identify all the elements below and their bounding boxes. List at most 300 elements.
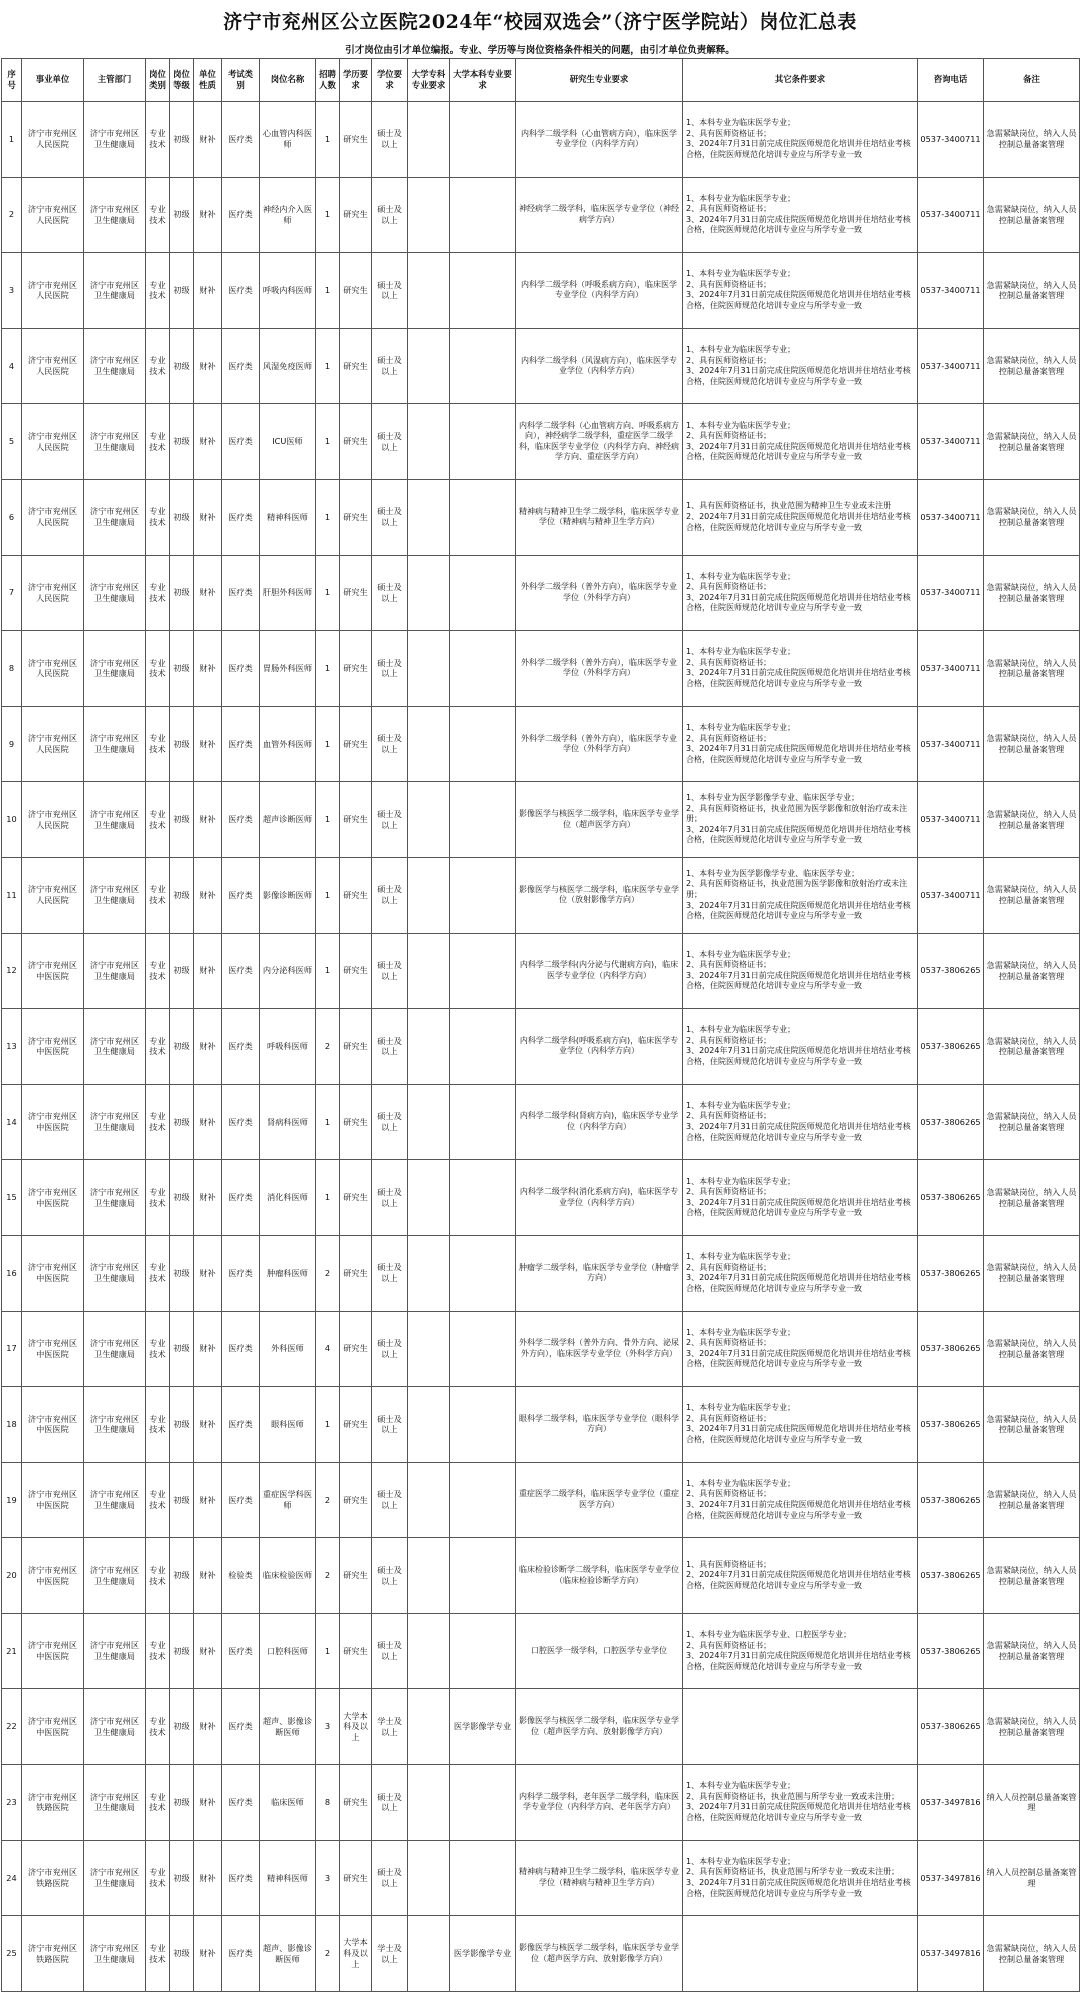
cell-junior-college-major — [408, 631, 450, 707]
cell-exam-category: 医疗类 — [222, 706, 260, 782]
cell-post-category: 专业技术 — [146, 479, 170, 555]
row-number: 4 — [2, 328, 22, 404]
cell-education: 研究生 — [340, 857, 372, 933]
cell-phone: 0537-3806265 — [918, 1538, 984, 1614]
cell-bachelor-major — [450, 1387, 516, 1463]
cell-headcount: 3 — [316, 1840, 340, 1916]
cell-unit: 济宁市兖州区中医医院 — [22, 1462, 84, 1538]
cell-headcount: 1 — [316, 1613, 340, 1689]
cell-phone: 0537-3400711 — [918, 328, 984, 404]
cell-unit: 济宁市兖州区中医医院 — [22, 1689, 84, 1765]
table-row — [2, 555, 1080, 631]
table-row — [2, 631, 1080, 707]
cell-other-requirements: 1、本科专业为临床医学专业、口腔医学专业； 2、具有医师资格证书； 3、2024年7月31日前完成住院医师规范化培训并住培结业考核合格，住院医师规范化培训专业应与所学专业一致 — [683, 1613, 918, 1689]
cell-degree: 硕士及以上 — [372, 1462, 408, 1538]
cell-junior-college-major — [408, 1613, 450, 1689]
cell-education: 研究生 — [340, 1009, 372, 1085]
cell-remarks: 急需紧缺岗位，纳入人员控制总量备案管理 — [984, 328, 1080, 404]
cell-post-category: 专业技术 — [146, 1689, 170, 1765]
cell-post-level: 初级 — [170, 328, 194, 404]
cell-headcount: 1 — [316, 479, 340, 555]
table-row — [2, 1462, 1080, 1538]
cell-other-requirements: 1、本科专业为临床医学专业； 2、具有医师资格证书； 3、2024年7月31日前完成住院医师规范化培训并住培结业考核合格，住院医师规范化培训专业应与所学专业一致 — [683, 1084, 918, 1160]
cell-post-category: 专业技术 — [146, 1916, 170, 1992]
column-header: 岗位类别 — [146, 59, 170, 102]
cell-post-level: 初级 — [170, 177, 194, 253]
row-number: 12 — [2, 933, 22, 1009]
cell-bachelor-major — [450, 1235, 516, 1311]
cell-exam-category: 医疗类 — [222, 1084, 260, 1160]
cell-post-level: 初级 — [170, 404, 194, 480]
cell-post-level: 初级 — [170, 1235, 194, 1311]
cell-unit: 济宁市兖州区人民医院 — [22, 706, 84, 782]
cell-department: 济宁市兖州区卫生健康局 — [84, 328, 146, 404]
row-number: 15 — [2, 1160, 22, 1236]
cell-exam-category: 医疗类 — [222, 782, 260, 858]
cell-junior-college-major — [408, 1311, 450, 1387]
cell-education: 研究生 — [340, 1160, 372, 1236]
cell-graduate-major: 口腔医学一级学科，口腔医学专业学位 — [516, 1613, 683, 1689]
cell-junior-college-major — [408, 706, 450, 782]
cell-headcount: 1 — [316, 706, 340, 782]
cell-headcount: 1 — [316, 1084, 340, 1160]
column-header: 岗位等级 — [170, 59, 194, 102]
cell-phone: 0537-3400711 — [918, 479, 984, 555]
cell-exam-category: 医疗类 — [222, 328, 260, 404]
cell-department: 济宁市兖州区卫生健康局 — [84, 1840, 146, 1916]
cell-unit-nature: 财补 — [194, 1462, 222, 1538]
cell-unit-nature: 财补 — [194, 555, 222, 631]
row-number: 3 — [2, 253, 22, 329]
cell-exam-category: 医疗类 — [222, 1462, 260, 1538]
cell-headcount: 2 — [316, 1009, 340, 1085]
cell-graduate-major: 影像医学与核医学二级学科，临床医学专业学位（超声医学方向、放射影像学方向） — [516, 1916, 683, 1992]
cell-post-category: 专业技术 — [146, 782, 170, 858]
row-number: 11 — [2, 857, 22, 933]
cell-post-name: 肾病科医师 — [260, 1084, 316, 1160]
cell-headcount: 1 — [316, 328, 340, 404]
table-row — [2, 1387, 1080, 1463]
cell-other-requirements: 1、本科专业为临床医学专业； 2、具有医师资格证书； 3、2024年7月31日前完成住院医师规范化培训并住培结业考核合格，住院医师规范化培训专业应与所学专业一致 — [683, 1387, 918, 1463]
column-header: 单位性质 — [194, 59, 222, 102]
cell-post-level: 初级 — [170, 1084, 194, 1160]
cell-other-requirements: 1、本科专业为临床医学专业； 2、具有医师资格证书； 3、2024年7月31日前完成住院医师规范化培训并住培结业考核合格，住院医师规范化培训专业应与所学专业一致 — [683, 177, 918, 253]
cell-post-category: 专业技术 — [146, 1311, 170, 1387]
cell-unit-nature: 财补 — [194, 782, 222, 858]
cell-unit-nature: 财补 — [194, 706, 222, 782]
cell-bachelor-major — [450, 253, 516, 329]
cell-unit: 济宁市兖州区人民医院 — [22, 102, 84, 178]
cell-graduate-major: 神经病学二级学科，临床医学专业学位（神经病学方向） — [516, 177, 683, 253]
cell-post-category: 专业技术 — [146, 631, 170, 707]
cell-post-level: 初级 — [170, 1689, 194, 1765]
row-number: 7 — [2, 555, 22, 631]
column-header: 招聘人数 — [316, 59, 340, 102]
cell-exam-category: 医疗类 — [222, 933, 260, 1009]
cell-degree: 学士及以上 — [372, 1916, 408, 1992]
cell-exam-category: 医疗类 — [222, 177, 260, 253]
cell-unit-nature: 财补 — [194, 1613, 222, 1689]
cell-unit-nature: 财补 — [194, 631, 222, 707]
table-row — [2, 328, 1080, 404]
cell-degree: 学士及以上 — [372, 1689, 408, 1765]
cell-post-category: 专业技术 — [146, 857, 170, 933]
cell-exam-category: 医疗类 — [222, 253, 260, 329]
cell-junior-college-major — [408, 555, 450, 631]
column-header: 学位要求 — [372, 59, 408, 102]
cell-unit-nature: 财补 — [194, 102, 222, 178]
cell-department: 济宁市兖州区卫生健康局 — [84, 1916, 146, 1992]
column-header: 其它条件要求 — [683, 59, 918, 102]
cell-junior-college-major — [408, 1538, 450, 1614]
cell-remarks: 急需紧缺岗位，纳入人员控制总量备案管理 — [984, 177, 1080, 253]
column-header: 咨询电话 — [918, 59, 984, 102]
table-row — [2, 1613, 1080, 1689]
cell-unit-nature: 财补 — [194, 1689, 222, 1765]
cell-post-category: 专业技术 — [146, 1462, 170, 1538]
cell-graduate-major: 内科学二级学科(内分泌与代谢病方向)，临床医学专业学位（内科学方向） — [516, 933, 683, 1009]
cell-bachelor-major: 医学影像学专业 — [450, 1689, 516, 1765]
cell-degree: 硕士及以上 — [372, 933, 408, 1009]
cell-junior-college-major — [408, 933, 450, 1009]
cell-headcount: 1 — [316, 782, 340, 858]
cell-unit-nature: 财补 — [194, 1235, 222, 1311]
cell-other-requirements: 1、本科专业为临床医学专业； 2、具有医师资格证书，执业范围与所学专业一致或未注册； 3、2024年7月31日前完成住院医师规范化培训并住培结业考核合格，住院医师规范化培训专业应与所学专业一致 — [683, 1840, 918, 1916]
column-header: 序号 — [2, 59, 22, 102]
cell-junior-college-major — [408, 479, 450, 555]
cell-education: 研究生 — [340, 1084, 372, 1160]
row-number: 10 — [2, 782, 22, 858]
cell-bachelor-major — [450, 1538, 516, 1614]
cell-post-name: ICU医师 — [260, 404, 316, 480]
cell-post-level: 初级 — [170, 631, 194, 707]
cell-post-category: 专业技术 — [146, 1765, 170, 1841]
cell-post-level: 初级 — [170, 782, 194, 858]
cell-headcount: 1 — [316, 102, 340, 178]
cell-phone: 0537-3806265 — [918, 1613, 984, 1689]
cell-post-category: 专业技术 — [146, 177, 170, 253]
cell-post-category: 专业技术 — [146, 1538, 170, 1614]
cell-post-category: 专业技术 — [146, 1160, 170, 1236]
cell-unit-nature: 财补 — [194, 253, 222, 329]
cell-junior-college-major — [408, 1462, 450, 1538]
cell-department: 济宁市兖州区卫生健康局 — [84, 479, 146, 555]
table-row — [2, 1916, 1080, 1992]
cell-department: 济宁市兖州区卫生健康局 — [84, 782, 146, 858]
cell-graduate-major: 重症医学二级学科，临床医学专业学位（重症医学方向） — [516, 1462, 683, 1538]
table-row — [2, 177, 1080, 253]
cell-other-requirements: 1、本科专业为临床医学专业； 2、具有医师资格证书； 3、2024年7月31日前完成住院医师规范化培训并住培结业考核合格，住院医师规范化培训专业应与所学专业一致 — [683, 933, 918, 1009]
cell-bachelor-major — [450, 1084, 516, 1160]
cell-post-name: 影像诊断医师 — [260, 857, 316, 933]
cell-remarks: 急需紧缺岗位，纳入人员控制总量备案管理 — [984, 933, 1080, 1009]
cell-remarks: 急需紧缺岗位，纳入人员控制总量备案管理 — [984, 404, 1080, 480]
cell-post-name: 外科医师 — [260, 1311, 316, 1387]
cell-junior-college-major — [408, 1160, 450, 1236]
cell-other-requirements: 1、本科专业为临床医学专业； 2、具有医师资格证书； 3、2024年7月31日前完成住院医师规范化培训并住培结业考核合格，住院医师规范化培训专业应与所学专业一致 — [683, 1462, 918, 1538]
cell-post-level: 初级 — [170, 933, 194, 1009]
cell-post-category: 专业技术 — [146, 1613, 170, 1689]
cell-unit: 济宁市兖州区铁路医院 — [22, 1916, 84, 1992]
cell-bachelor-major — [450, 479, 516, 555]
cell-graduate-major: 内科学二级学科(肾病方向)，临床医学专业学位（内科学方向） — [516, 1084, 683, 1160]
row-number: 23 — [2, 1765, 22, 1841]
table-row — [2, 1235, 1080, 1311]
cell-education: 研究生 — [340, 1613, 372, 1689]
cell-exam-category: 医疗类 — [222, 479, 260, 555]
cell-unit: 济宁市兖州区人民医院 — [22, 479, 84, 555]
cell-other-requirements: 1、本科专业为临床医学专业； 2、具有医师资格证书； 3、2024年7月31日前完成住院医师规范化培训并住培结业考核合格，住院医师规范化培训专业应与所学专业一致 — [683, 1311, 918, 1387]
cell-phone: 0537-3806265 — [918, 933, 984, 1009]
cell-degree: 硕士及以上 — [372, 1387, 408, 1463]
table-row — [2, 857, 1080, 933]
cell-post-name: 呼吸科医师 — [260, 1009, 316, 1085]
cell-degree: 硕士及以上 — [372, 1538, 408, 1614]
cell-post-category: 专业技术 — [146, 706, 170, 782]
column-header: 事业单位 — [22, 59, 84, 102]
cell-exam-category: 医疗类 — [222, 1160, 260, 1236]
cell-degree: 硕士及以上 — [372, 1160, 408, 1236]
table-row — [2, 1689, 1080, 1765]
cell-department: 济宁市兖州区卫生健康局 — [84, 1613, 146, 1689]
cell-unit-nature: 财补 — [194, 1840, 222, 1916]
page-subtitle: 引才岗位由引才单位编报。专业、学历等与岗位资格条件相关的问题，由引才单位负责解释。 — [345, 45, 735, 56]
cell-post-name: 临床医师 — [260, 1765, 316, 1841]
column-header: 主管部门 — [84, 59, 146, 102]
cell-degree: 硕士及以上 — [372, 404, 408, 480]
cell-post-category: 专业技术 — [146, 328, 170, 404]
cell-degree: 硕士及以上 — [372, 1840, 408, 1916]
cell-other-requirements: 1、本科专业为临床医学专业； 2、具有医师资格证书； 3、2024年7月31日前完成住院医师规范化培训并住培结业考核合格，住院医师规范化培训专业应与所学专业一致 — [683, 102, 918, 178]
cell-education: 研究生 — [340, 1235, 372, 1311]
cell-post-name: 超声诊断医师 — [260, 782, 316, 858]
cell-exam-category: 医疗类 — [222, 1916, 260, 1992]
table-row — [2, 1765, 1080, 1841]
cell-remarks: 急需紧缺岗位，纳入人员控制总量备案管理 — [984, 782, 1080, 858]
table-row — [2, 479, 1080, 555]
cell-degree: 硕士及以上 — [372, 1084, 408, 1160]
cell-graduate-major: 内科学二级学科(呼吸系病方向)，临床医学专业学位（内科学方向） — [516, 1009, 683, 1085]
cell-phone: 0537-3806265 — [918, 1689, 984, 1765]
cell-post-level: 初级 — [170, 1538, 194, 1614]
cell-other-requirements — [683, 1916, 918, 1992]
cell-graduate-major: 影像医学与核医学二级学科，临床医学专业学位（超声医学方向） — [516, 782, 683, 858]
cell-post-level: 初级 — [170, 102, 194, 178]
cell-post-name: 临床检验医师 — [260, 1538, 316, 1614]
cell-headcount: 8 — [316, 1765, 340, 1841]
cell-department: 济宁市兖州区卫生健康局 — [84, 1311, 146, 1387]
table-row — [2, 782, 1080, 858]
cell-bachelor-major — [450, 328, 516, 404]
cell-phone: 0537-3806265 — [918, 1387, 984, 1463]
cell-education: 研究生 — [340, 253, 372, 329]
cell-post-name: 心血管内科医师 — [260, 102, 316, 178]
cell-unit-nature: 财补 — [194, 177, 222, 253]
cell-exam-category: 医疗类 — [222, 1613, 260, 1689]
column-header: 大学本科专业要求 — [450, 59, 516, 102]
cell-headcount: 1 — [316, 1160, 340, 1236]
cell-remarks: 急需紧缺岗位，纳入人员控制总量备案管理 — [984, 857, 1080, 933]
cell-graduate-major: 影像医学与核医学二级学科，临床医学专业学位（放射影像学方向） — [516, 857, 683, 933]
cell-post-name: 超声、影像诊断医师 — [260, 1916, 316, 1992]
table-row — [2, 404, 1080, 480]
cell-education: 研究生 — [340, 479, 372, 555]
cell-post-name: 超声、影像诊断医师 — [260, 1689, 316, 1765]
row-number: 20 — [2, 1538, 22, 1614]
cell-other-requirements: 1、本科专业为临床医学专业； 2、具有医师资格证书； 3、2024年7月31日前完成住院医师规范化培训并住培结业考核合格，住院医师规范化培训专业应与所学专业一致 — [683, 1160, 918, 1236]
cell-unit: 济宁市兖州区铁路医院 — [22, 1840, 84, 1916]
row-number: 2 — [2, 177, 22, 253]
row-number: 17 — [2, 1311, 22, 1387]
cell-unit: 济宁市兖州区人民医院 — [22, 253, 84, 329]
cell-education: 研究生 — [340, 782, 372, 858]
cell-other-requirements — [683, 1689, 918, 1765]
cell-unit-nature: 财补 — [194, 857, 222, 933]
cell-bachelor-major — [450, 404, 516, 480]
cell-unit-nature: 财补 — [194, 1160, 222, 1236]
cell-unit: 济宁市兖州区中医医院 — [22, 1613, 84, 1689]
cell-headcount: 1 — [316, 555, 340, 631]
cell-exam-category: 医疗类 — [222, 1311, 260, 1387]
cell-headcount: 1 — [316, 404, 340, 480]
cell-department: 济宁市兖州区卫生健康局 — [84, 1765, 146, 1841]
cell-exam-category: 医疗类 — [222, 102, 260, 178]
cell-graduate-major: 精神病与精神卫生学二级学科，临床医学专业学位（精神病与精神卫生学方向） — [516, 1840, 683, 1916]
column-header: 备注 — [984, 59, 1080, 102]
table-row — [2, 1160, 1080, 1236]
cell-phone: 0537-3806265 — [918, 1235, 984, 1311]
cell-phone: 0537-3497816 — [918, 1840, 984, 1916]
cell-education: 研究生 — [340, 1765, 372, 1841]
cell-education: 大学本科及以上 — [340, 1916, 372, 1992]
cell-department: 济宁市兖州区卫生健康局 — [84, 102, 146, 178]
cell-phone: 0537-3400711 — [918, 631, 984, 707]
table-header-row — [2, 59, 1080, 102]
cell-graduate-major: 肿瘤学二级学科，临床医学专业学位（肿瘤学方向） — [516, 1235, 683, 1311]
cell-junior-college-major — [408, 1387, 450, 1463]
cell-exam-category: 医疗类 — [222, 1387, 260, 1463]
cell-degree: 硕士及以上 — [372, 479, 408, 555]
cell-bachelor-major: 医学影像学专业 — [450, 1916, 516, 1992]
cell-degree: 硕士及以上 — [372, 1765, 408, 1841]
cell-post-category: 专业技术 — [146, 555, 170, 631]
cell-degree: 硕士及以上 — [372, 177, 408, 253]
cell-exam-category: 医疗类 — [222, 1840, 260, 1916]
cell-department: 济宁市兖州区卫生健康局 — [84, 706, 146, 782]
cell-other-requirements: 1、具有医师资格证书； 2、2024年7月31日前完成住院医师规范化培训并住培结业考核合格，住院医师规范化培训专业应与所学专业一致 — [683, 1538, 918, 1614]
cell-headcount: 1 — [316, 1387, 340, 1463]
cell-remarks: 纳入人员控制总量备案管理 — [984, 1840, 1080, 1916]
cell-unit: 济宁市兖州区中医医院 — [22, 933, 84, 1009]
cell-bachelor-major — [450, 631, 516, 707]
cell-unit: 济宁市兖州区人民医院 — [22, 177, 84, 253]
cell-other-requirements: 1、本科专业为临床医学专业； 2、具有医师资格证书； 3、2024年7月31日前完成住院医师规范化培训并住培结业考核合格，住院医师规范化培训专业应与所学专业一致 — [683, 706, 918, 782]
cell-exam-category: 医疗类 — [222, 857, 260, 933]
cell-post-level: 初级 — [170, 1840, 194, 1916]
table-row — [2, 1840, 1080, 1916]
cell-junior-college-major — [408, 404, 450, 480]
cell-exam-category: 医疗类 — [222, 631, 260, 707]
cell-degree: 硕士及以上 — [372, 782, 408, 858]
cell-department: 济宁市兖州区卫生健康局 — [84, 1462, 146, 1538]
cell-bachelor-major — [450, 555, 516, 631]
row-number: 5 — [2, 404, 22, 480]
cell-unit-nature: 财补 — [194, 933, 222, 1009]
cell-department: 济宁市兖州区卫生健康局 — [84, 1387, 146, 1463]
cell-remarks: 急需紧缺岗位，纳入人员控制总量备案管理 — [984, 1387, 1080, 1463]
cell-phone: 0537-3400711 — [918, 177, 984, 253]
cell-unit-nature: 财补 — [194, 1009, 222, 1085]
cell-unit: 济宁市兖州区人民医院 — [22, 555, 84, 631]
cell-unit-nature: 财补 — [194, 1084, 222, 1160]
cell-remarks: 急需紧缺岗位，纳入人员控制总量备案管理 — [984, 1538, 1080, 1614]
cell-phone: 0537-3806265 — [918, 1084, 984, 1160]
cell-department: 济宁市兖州区卫生健康局 — [84, 1009, 146, 1085]
cell-graduate-major: 眼科学二级学科，临床医学专业学位（眼科学方向） — [516, 1387, 683, 1463]
cell-education: 研究生 — [340, 706, 372, 782]
cell-phone: 0537-3400711 — [918, 102, 984, 178]
cell-bachelor-major — [450, 102, 516, 178]
row-number: 19 — [2, 1462, 22, 1538]
cell-post-name: 血管外科医师 — [260, 706, 316, 782]
cell-education: 研究生 — [340, 1840, 372, 1916]
cell-headcount: 2 — [316, 1462, 340, 1538]
cell-post-category: 专业技术 — [146, 102, 170, 178]
cell-post-name: 口腔科医师 — [260, 1613, 316, 1689]
column-header: 岗位名称 — [260, 59, 316, 102]
cell-unit: 济宁市兖州区中医医院 — [22, 1311, 84, 1387]
row-number: 25 — [2, 1916, 22, 1992]
cell-bachelor-major — [450, 1462, 516, 1538]
cell-junior-college-major — [408, 1689, 450, 1765]
cell-phone: 0537-3806265 — [918, 1009, 984, 1085]
cell-unit-nature: 财补 — [194, 1311, 222, 1387]
row-number: 13 — [2, 1009, 22, 1085]
cell-education: 研究生 — [340, 555, 372, 631]
cell-other-requirements: 1、本科专业为临床医学专业； 2、具有医师资格证书； 3、2024年7月31日前完成住院医师规范化培训并住培结业考核合格，住院医师规范化培训专业应与所学专业一致 — [683, 1009, 918, 1085]
cell-unit: 济宁市兖州区中医医院 — [22, 1387, 84, 1463]
cell-bachelor-major — [450, 857, 516, 933]
cell-unit: 济宁市兖州区人民医院 — [22, 782, 84, 858]
cell-unit: 济宁市兖州区中医医院 — [22, 1009, 84, 1085]
row-number: 24 — [2, 1840, 22, 1916]
cell-unit-nature: 财补 — [194, 1916, 222, 1992]
cell-exam-category: 医疗类 — [222, 404, 260, 480]
cell-graduate-major: 临床检验诊断学二级学科，临床医学专业学位（临床检验诊断学方向） — [516, 1538, 683, 1614]
cell-department: 济宁市兖州区卫生健康局 — [84, 1538, 146, 1614]
cell-post-name: 肝胆外科医师 — [260, 555, 316, 631]
cell-phone: 0537-3400711 — [918, 555, 984, 631]
cell-education: 研究生 — [340, 1387, 372, 1463]
cell-post-level: 初级 — [170, 555, 194, 631]
cell-education: 研究生 — [340, 933, 372, 1009]
cell-headcount: 1 — [316, 933, 340, 1009]
cell-phone: 0537-3497816 — [918, 1916, 984, 1992]
cell-junior-college-major — [408, 1009, 450, 1085]
cell-phone: 0537-3400711 — [918, 404, 984, 480]
cell-other-requirements: 1、具有医师资格证书，执业范围为精神卫生专业或未注册 2、2024年7月31日前完成住院医师规范化培训并住培结业考核合格，住院医师规范化培训专业应与所学专业一致 — [683, 479, 918, 555]
cell-post-name: 内分泌科医师 — [260, 933, 316, 1009]
cell-education: 研究生 — [340, 404, 372, 480]
cell-headcount: 1 — [316, 177, 340, 253]
cell-degree: 硕士及以上 — [372, 857, 408, 933]
cell-graduate-major: 内科学二级学科，老年医学二级学科，临床医学专业学位（内科学方向、老年医学方向） — [516, 1765, 683, 1841]
cell-education: 研究生 — [340, 328, 372, 404]
cell-graduate-major: 外科学二级学科（普外方向），临床医学专业学位（外科学方向） — [516, 555, 683, 631]
cell-education: 大学本科及以上 — [340, 1689, 372, 1765]
cell-department: 济宁市兖州区卫生健康局 — [84, 933, 146, 1009]
cell-junior-college-major — [408, 253, 450, 329]
